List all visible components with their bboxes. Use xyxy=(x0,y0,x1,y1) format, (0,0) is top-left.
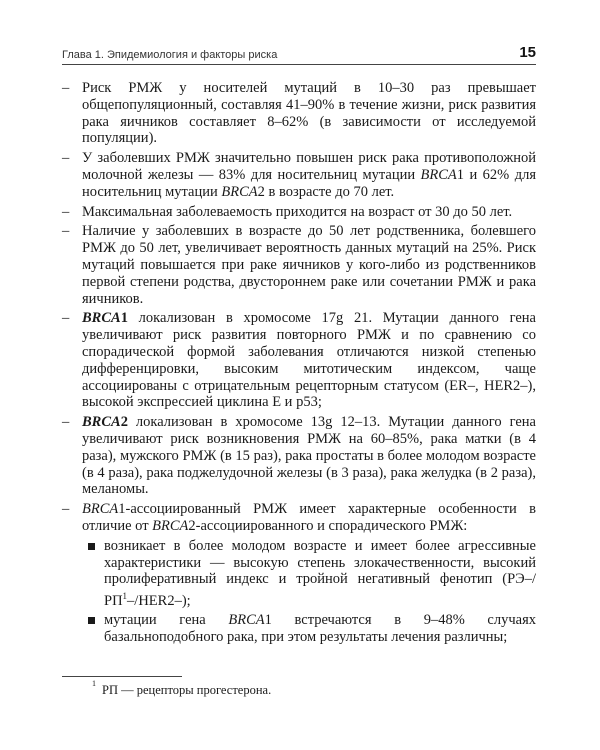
list-item xyxy=(62,501,536,535)
dash-marker: – xyxy=(62,80,70,96)
gene-name: BRCA xyxy=(221,183,258,200)
sub-list-item xyxy=(62,538,536,610)
item-text: 1 встречаются в 9–48% случаях базальноподобного рака, при этом результаты лечения различны; xyxy=(104,611,536,645)
sub-list-item xyxy=(62,612,536,646)
dash-marker: – xyxy=(62,203,70,220)
item-text: 1-ассоциированный РМЖ имеет характерные особенности в отличие от xyxy=(82,501,536,534)
item-text: –/HER2–); xyxy=(127,592,191,609)
item-text: локализован в хромосоме 17g 21. Мутации данного гена увеличивают риск развития повторного РМЖ и по сравнению со спорадической формой заболевания отличаются низкой степенью дифференцировки, высоким митотическим индексом, чаще ассоциированы с отрицательным рецепторным статусом (ER–, HER2–), высокой экспрессией циклина Е и p53; xyxy=(82,310,536,411)
gene-name: BRCA xyxy=(82,414,121,431)
gene-name: BRCA xyxy=(82,310,121,327)
gene-name: BRCA xyxy=(420,166,457,183)
square-bullet-icon xyxy=(88,617,95,624)
list-item xyxy=(62,310,536,411)
dash-marker: – xyxy=(62,501,70,518)
footnote-rule xyxy=(62,676,182,677)
gene-number: 2 xyxy=(120,414,128,431)
main-text xyxy=(62,80,536,647)
item-text: мутации гена xyxy=(104,611,229,628)
gene-name: BRCA xyxy=(228,611,265,628)
item-text: У заболевших РМЖ значительно повышен риск рака противоположной молочной железы — 83% для носительниц мутации xyxy=(82,150,536,183)
list-item xyxy=(62,80,536,147)
square-bullet-icon xyxy=(88,543,95,550)
item-text: 2 в возрасте до 70 лет. xyxy=(257,183,395,200)
item-text: возникает в более молодом возрасте и имеет более агрессивные характеристики — высокую степень злокачественности, высокий пролиферативный индекс и тройной негативный фенотип (РЭ–/РП xyxy=(104,537,536,609)
list-item xyxy=(62,223,536,307)
footnote-mark: 1 xyxy=(92,679,96,688)
list-item xyxy=(62,204,536,221)
item-text: 2-ассоциированного и спорадического РМЖ: xyxy=(188,517,468,534)
footnote xyxy=(62,676,536,698)
chapter-title: Глава 1. Эпидемиология и факторы риска xyxy=(62,49,278,61)
item-text: Наличие у заболевших в возрасте до 50 лет родственника, болевшего РМЖ до 50 лет, увеличивает вероятность данных мутаций на 25%. Риск мутаций повышается при раке яичников у кого-либо из родственников первой степени родства, двустороннем раке или сочетании РМЖ и рака яичников. xyxy=(82,223,536,307)
dash-marker: – xyxy=(62,223,70,240)
footnote-ref: 1 xyxy=(122,591,128,602)
dash-marker: – xyxy=(62,150,70,167)
footnote-body: РП — рецепторы прогестерона. xyxy=(102,683,272,697)
item-text: Максимальная заболеваемость приходится на возраст от 30 до 50 лет. xyxy=(82,203,513,220)
dash-marker: – xyxy=(62,310,70,327)
list-item xyxy=(62,414,536,498)
gene-name: BRCA xyxy=(152,517,189,534)
dash-marker: – xyxy=(62,414,70,431)
running-header xyxy=(62,44,536,65)
list-item xyxy=(62,150,536,200)
gene-name: BRCA xyxy=(82,501,119,518)
footnote-text xyxy=(62,679,536,698)
gene-number: 1 xyxy=(120,310,128,327)
item-text: локализован в хромосоме 13g 12–13. Мутации данного гена увеличивают риск возникновения РМЖ на 60–85%, рака матки (в 4 раза), мужского РМЖ (в 15 раз), рака простаты в более молодом возрасте (в 4 раза), рака поджелудочной железы (в 3 раза), рака желудка (в 2 раза), меланомы. xyxy=(82,414,536,498)
page-number: 15 xyxy=(519,44,536,61)
item-text: Риск РМЖ у носителей мутаций в 10–30 раз превышает общепопуляционный, составляя 41–90% в течение жизни, риск развития рака яичников составляет 8–62% (в зависимости от исследуемой популяции). xyxy=(82,80,536,147)
item-text: 1 и 62% для носительниц мутации xyxy=(82,166,536,200)
